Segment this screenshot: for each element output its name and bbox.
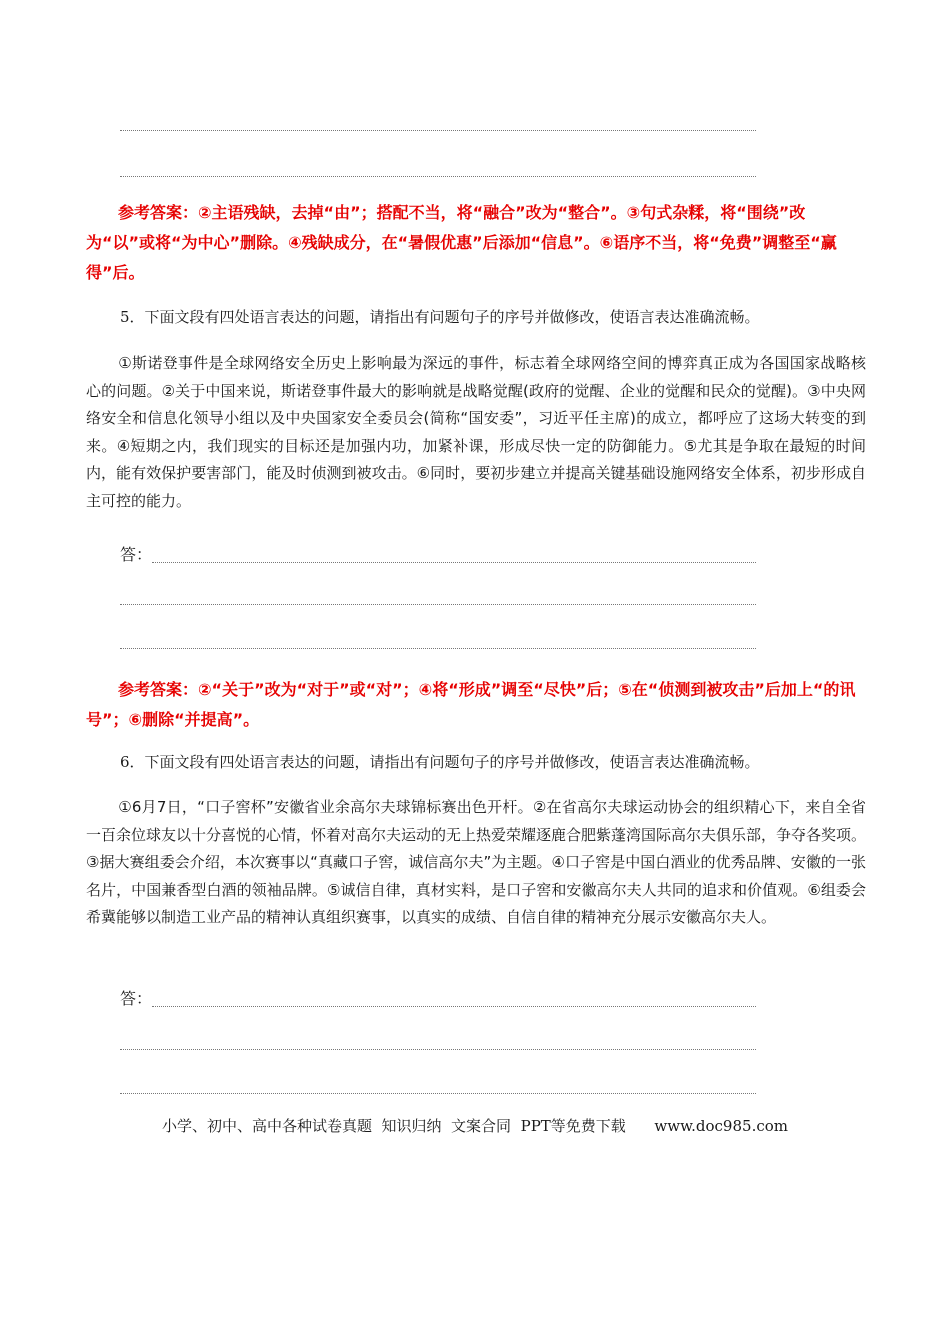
answer-line[interactable] [120,176,756,177]
q5-question: 5．下面文段有四处语言表达的问题，请指出有问题句子的序号并做修改，使语言表达准确流畅。 [120,308,760,326]
answer-line[interactable] [120,130,756,131]
q5-answer-label: 答： [120,545,153,564]
answer-line[interactable] [120,1093,756,1094]
page-footer: 小学、初中、高中各种试卷真题 知识归纳 文案合同 PPT等免费下载 www.doc985.com [161,1117,788,1135]
q5-answer-text: 参考答案：②“关于”改为“对于”或“对”；④将“形成”调至“尽快”后；⑤在“侦测到被攻击”后加上“的讯号”；⑥删除“并提高”。 [86,680,856,729]
answer-line[interactable] [120,604,756,605]
q6-question: 6．下面文段有四处语言表达的问题，请指出有问题句子的序号并做修改，使语言表达准确流畅。 [120,753,760,771]
q5-passage-text: ①斯诺登事件是全球网络安全历史上影响最为深远的事件，标志着全球网络空间的博弈真正成为各国国家战略核心的问题。②关于中国来说，斯诺登事件最大的影响就是战略觉醒(政府的觉醒、企业的觉醒和民众的觉醒)。③中央网络安全和信息化领导小组以及中央国家安全委员会(简称“国安委”，习近平任主席)的成立，都呼应了这场大转变的到来。④短期之内，我们现实的目标还是加强内功，加紧补课，形成尽快一定的防御能力。⑤尤其是争取在最短的时间内，能有效保护要害部门，能及时侦测到被攻击。⑥同时，要初步建立并提高关键基础设施网络安全体系，初步形成自主可控的能力。 [86,354,866,510]
q6-passage-text: ①6月7日，“口子窖杯”安徽省业余高尔夫球锦标赛出色开杆。②在省高尔夫球运动协会的组织精心下，来自全省一百余位球友以十分喜悦的心情，怀着对高尔夫运动的无上热爱荣耀逐鹿合肥紫蓬湾国际高尔夫俱乐部，争夺各奖项。③据大赛组委会介绍，本次赛事以“真藏口子窖，诚信高尔夫”为主题。④口子窖是中国白酒业的优秀品牌、安徽的一张名片，中国兼香型白酒的领袖品牌。⑤诚信自律，真材实料，是口子窖和安徽高尔夫人共同的追求和价值观。⑥组委会希冀能够以制造工业产品的精神认真组织赛事，以真实的成绩、自信自律的精神充分展示安徽高尔夫人。 [86,798,867,926]
q4-answer-text: 参考答案：②主语残缺，去掉“由”；搭配不当，将“融合”改为“整合”。③句式杂糅，将“围绕”改为“以”或将“为中心”删除。④残缺成分，在“暑假优惠”后添加“信息”。⑥语序不当，将“免费”调整至“赢得”后。 [86,203,837,282]
q6-answer-label: 答： [120,989,153,1008]
q4-reference-answer [86,198,866,288]
answer-line[interactable] [152,1006,756,1007]
answer-line[interactable] [120,648,756,649]
q5-passage [86,350,866,515]
q6-passage [86,794,866,932]
q5-reference-answer [86,675,866,735]
answer-line[interactable] [152,562,756,563]
answer-line[interactable] [120,1049,756,1050]
